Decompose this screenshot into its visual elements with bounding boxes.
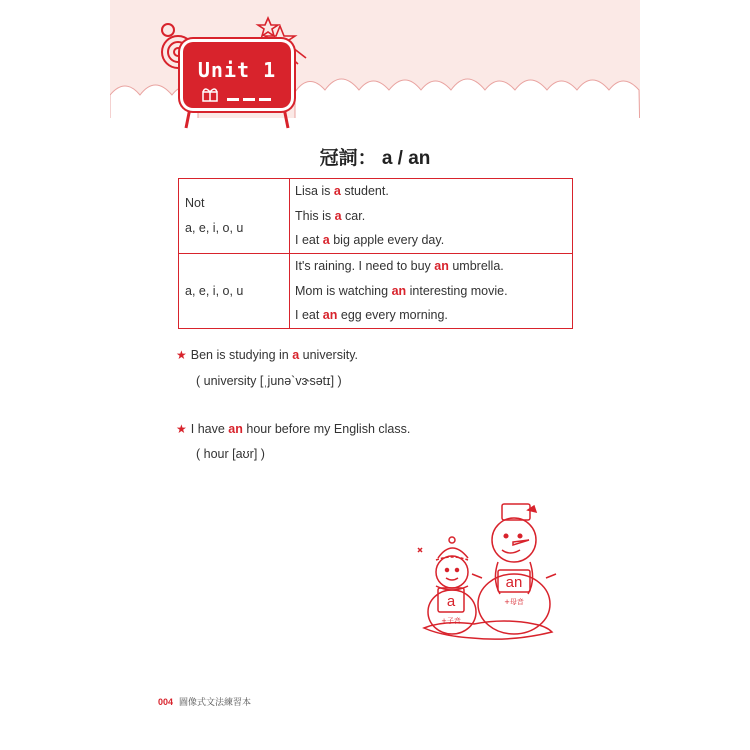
snowmen-illustration [402,500,562,650]
example-sentence: I eat a big apple every day. [295,233,445,248]
unit-badge [183,42,291,108]
examples-cell [290,179,573,254]
example-sentence: Lisa is a student. [295,184,389,198]
article-highlight: an [228,422,243,436]
gift-icon [183,42,291,108]
condition-cell [179,254,290,329]
page-title: 冠詞： a / an [319,148,431,169]
example-sentence: It's raining. I need to buy an umbrella. [295,259,504,274]
page-number: 004 [158,697,174,707]
small-snowman-label: a [446,593,456,610]
pronunciation-hour: ( hour [aʊr] ) [196,447,265,461]
condition-line: a, e, i, o, u [185,283,244,298]
article-highlight: a [334,208,342,223]
article-highlight: a [322,233,330,248]
note-university: ★ Ben is studying in a university. [176,348,358,362]
example-sentence: I eat an egg every morning. [295,308,448,323]
article-rules-table [178,178,573,329]
article-highlight: an [391,283,407,298]
table-row [179,254,573,329]
condition-line: Not [185,196,205,211]
star-icon: ★ [176,348,187,362]
condition-cell [179,179,290,254]
table-row [179,179,573,254]
big-snowman-caption: +母音 [504,598,524,606]
examples-cell [290,254,573,329]
article-highlight: a [333,184,341,198]
page [110,0,640,750]
article-highlight: an [434,259,449,274]
example-sentence: This is a car. [295,208,366,223]
condition-line: a, e, i, o, u [185,221,244,236]
note-hour: ★ I have an hour before my English class. [176,422,411,436]
star-icon: ★ [176,422,187,436]
book-title: 圖像式文法練習本 [179,697,252,707]
big-snowman-label: an [505,574,523,591]
article-highlight: an [322,308,338,323]
pronunciation-university: ( university [ˌjunə`vɝsətɪ] ) [196,374,342,388]
page-footer [158,695,251,708]
article-highlight: a [292,348,300,362]
example-sentence: Mom is watching an interesting movie. [295,283,508,298]
small-snowman-caption: +子音 [441,617,461,625]
unit-label: Unit 1 [197,58,277,82]
